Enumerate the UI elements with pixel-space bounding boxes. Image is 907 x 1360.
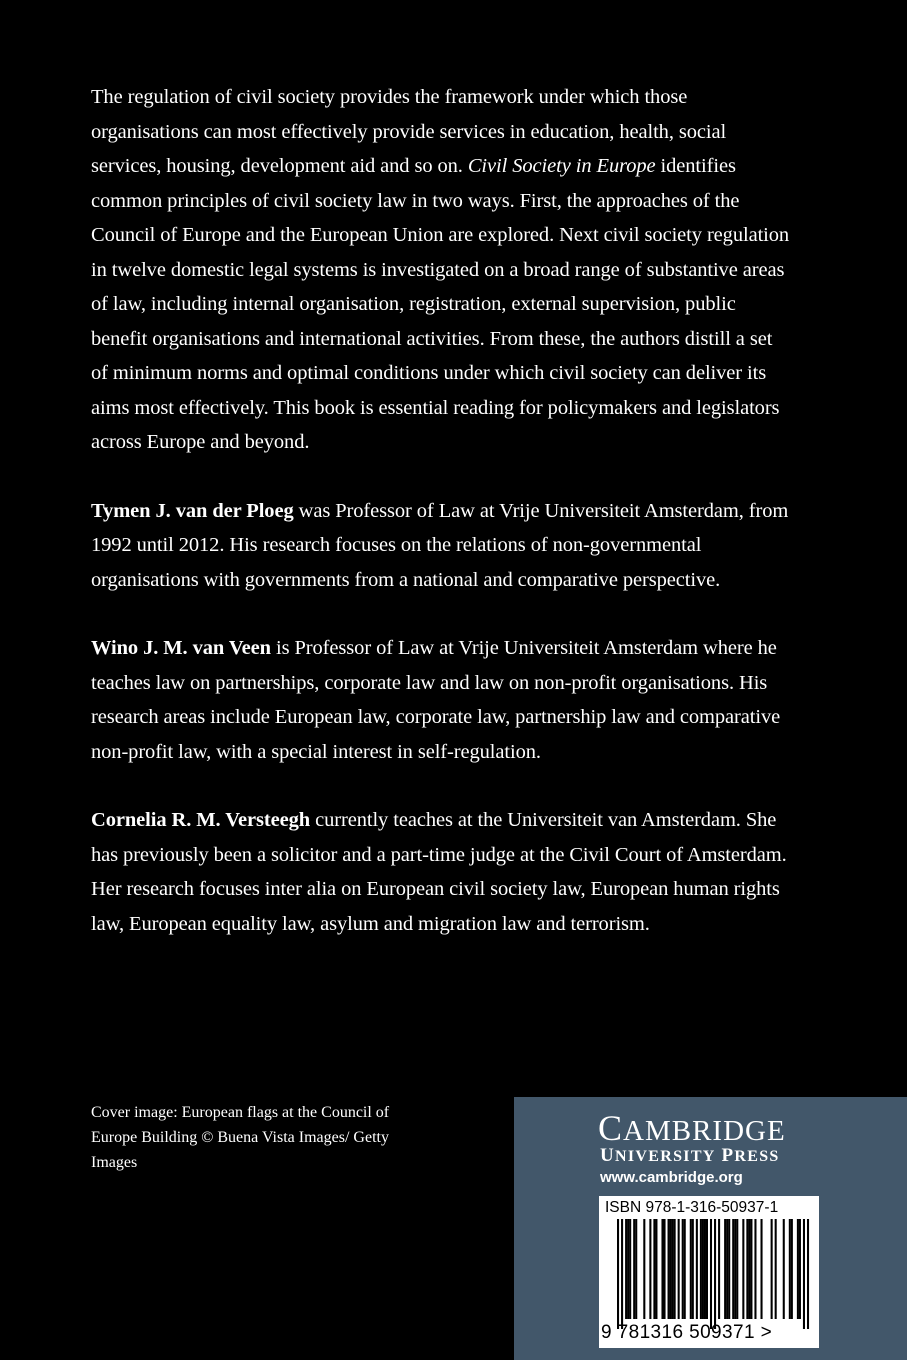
publisher-name: CAMBRIDGE	[598, 1108, 786, 1148]
barcode-bar	[710, 1219, 712, 1329]
publisher-panel	[514, 1097, 907, 1360]
description-text-cont: identifies common principles of civil society law in two ways. First, the approaches of the Council of Europe and the European Union are explored. Next civil society regulation in twelve domestic legal systems is investigated on a broad range of substantive areas of law, including internal organisation, registration, external supervision, public benefit organisations and international activities. From these, the authors distill a set of minimum norms and optimal conditions under which civil society can deliver its aims most effectively. This book is essential reading for policymakers and legislators across Europe and beyond.	[91, 155, 790, 453]
author-bio	[91, 494, 791, 598]
barcode-bar	[621, 1219, 623, 1329]
barcode-bar	[799, 1219, 801, 1319]
barcode-bar	[653, 1219, 655, 1319]
barcode-bar	[736, 1219, 738, 1319]
barcode-bar	[682, 1219, 684, 1319]
barcode-bar	[684, 1219, 686, 1319]
back-cover-text	[91, 80, 791, 975]
barcode-bar	[635, 1219, 637, 1319]
book-title-italic: Civil Society in Europe	[467, 155, 656, 177]
barcode-bar	[760, 1219, 762, 1319]
description-text: The regulation of civil society provides the framework under which those organisations can most effectively provide services in education, health, social services, housing, development aid and so on.	[91, 86, 727, 177]
barcode-bar	[706, 1219, 708, 1319]
barcode-bar	[625, 1219, 627, 1319]
barcode-bar	[617, 1219, 619, 1329]
barcode-bar	[649, 1219, 651, 1319]
barcode-bar	[771, 1219, 773, 1319]
barcode-bar	[700, 1219, 702, 1319]
barcode-bar	[702, 1219, 704, 1319]
author-bio-text: is Professor of Law at Vrije Universiteit Amsterdam where he teaches law on partnerships, corporate law and law on non-profit organisations. His research areas include European law, corporate law, partnership law and comparative non-profit law, with a special interest in self-regulation.	[91, 637, 781, 763]
barcode-bar	[629, 1219, 631, 1319]
barcode-bar	[724, 1219, 726, 1319]
barcode-bar	[661, 1219, 663, 1319]
barcode-bar	[789, 1219, 791, 1319]
barcode-bar	[643, 1219, 645, 1319]
barcode-bar	[728, 1219, 730, 1319]
publisher-press	[600, 1145, 780, 1167]
author-bio-text: was Professor of Law at Vrije Universiteit Amsterdam, from 1992 until 2012. His research focuses on the relations of non-governmental organisations with governments from a national and comparative perspective.	[91, 499, 789, 591]
barcode-bar	[797, 1219, 799, 1319]
barcode-bar	[803, 1219, 805, 1329]
barcode-bar	[742, 1219, 744, 1319]
barcode-bar	[750, 1219, 752, 1319]
barcode-bar	[734, 1219, 736, 1319]
barcode-bar	[714, 1219, 716, 1329]
barcode-bar	[690, 1219, 692, 1319]
barcode-bar	[775, 1219, 777, 1319]
author-bio	[91, 631, 791, 769]
barcode-bar	[746, 1219, 748, 1319]
author-name: Wino J. M. van Veen	[91, 637, 271, 659]
isbn-label: ISBN 978-1-316-50937-1	[605, 1199, 779, 1216]
book-description	[91, 80, 791, 460]
author-bio-text: currently teaches at the Universiteit van Amsterdam. She has previously been a solicitor and a part-time judge at the Civil Court of Amsterdam. Her research focuses inter alia on European civil society law, European human rights law, European equality law, asylum and migration law and terrorism.	[91, 809, 787, 935]
barcode-bar	[663, 1219, 665, 1319]
barcode-bar	[696, 1219, 698, 1319]
author-name: Cornelia R. M. Versteegh	[91, 809, 311, 831]
barcode-bars	[605, 1219, 813, 1329]
barcode-number: 9 781316 509371 >	[601, 1322, 773, 1343]
isbn-barcode	[599, 1196, 819, 1348]
barcode-bar	[748, 1219, 750, 1319]
author-bio	[91, 803, 791, 941]
barcode-bar	[732, 1219, 734, 1319]
barcode-bar	[807, 1219, 809, 1329]
publisher-logo-name	[598, 1107, 786, 1149]
author-name: Tymen J. van der Ploeg	[91, 499, 294, 522]
barcode-bar	[672, 1219, 674, 1319]
barcode-bar	[678, 1219, 680, 1319]
barcode-bar	[791, 1219, 793, 1319]
publisher-press-label: UNIVERSITY PRESS	[600, 1145, 780, 1166]
barcode-bar	[633, 1219, 635, 1319]
barcode-bar	[670, 1219, 672, 1319]
barcode-bar	[754, 1219, 756, 1319]
barcode-bar	[627, 1219, 629, 1319]
publisher-url[interactable]: www.cambridge.org	[600, 1169, 743, 1186]
barcode-bar	[704, 1219, 706, 1319]
barcode-bar	[718, 1219, 720, 1319]
barcode-bar	[726, 1219, 728, 1319]
barcode-bar	[655, 1219, 657, 1319]
barcode-bar	[668, 1219, 670, 1319]
cover-image-credit: Cover image: European flags at the Council of Europe Building © Buena Vista Images/ Getty Images	[91, 1104, 390, 1171]
barcode-bar	[783, 1219, 785, 1319]
barcode-bar	[692, 1219, 694, 1319]
barcode-bar	[674, 1219, 676, 1319]
